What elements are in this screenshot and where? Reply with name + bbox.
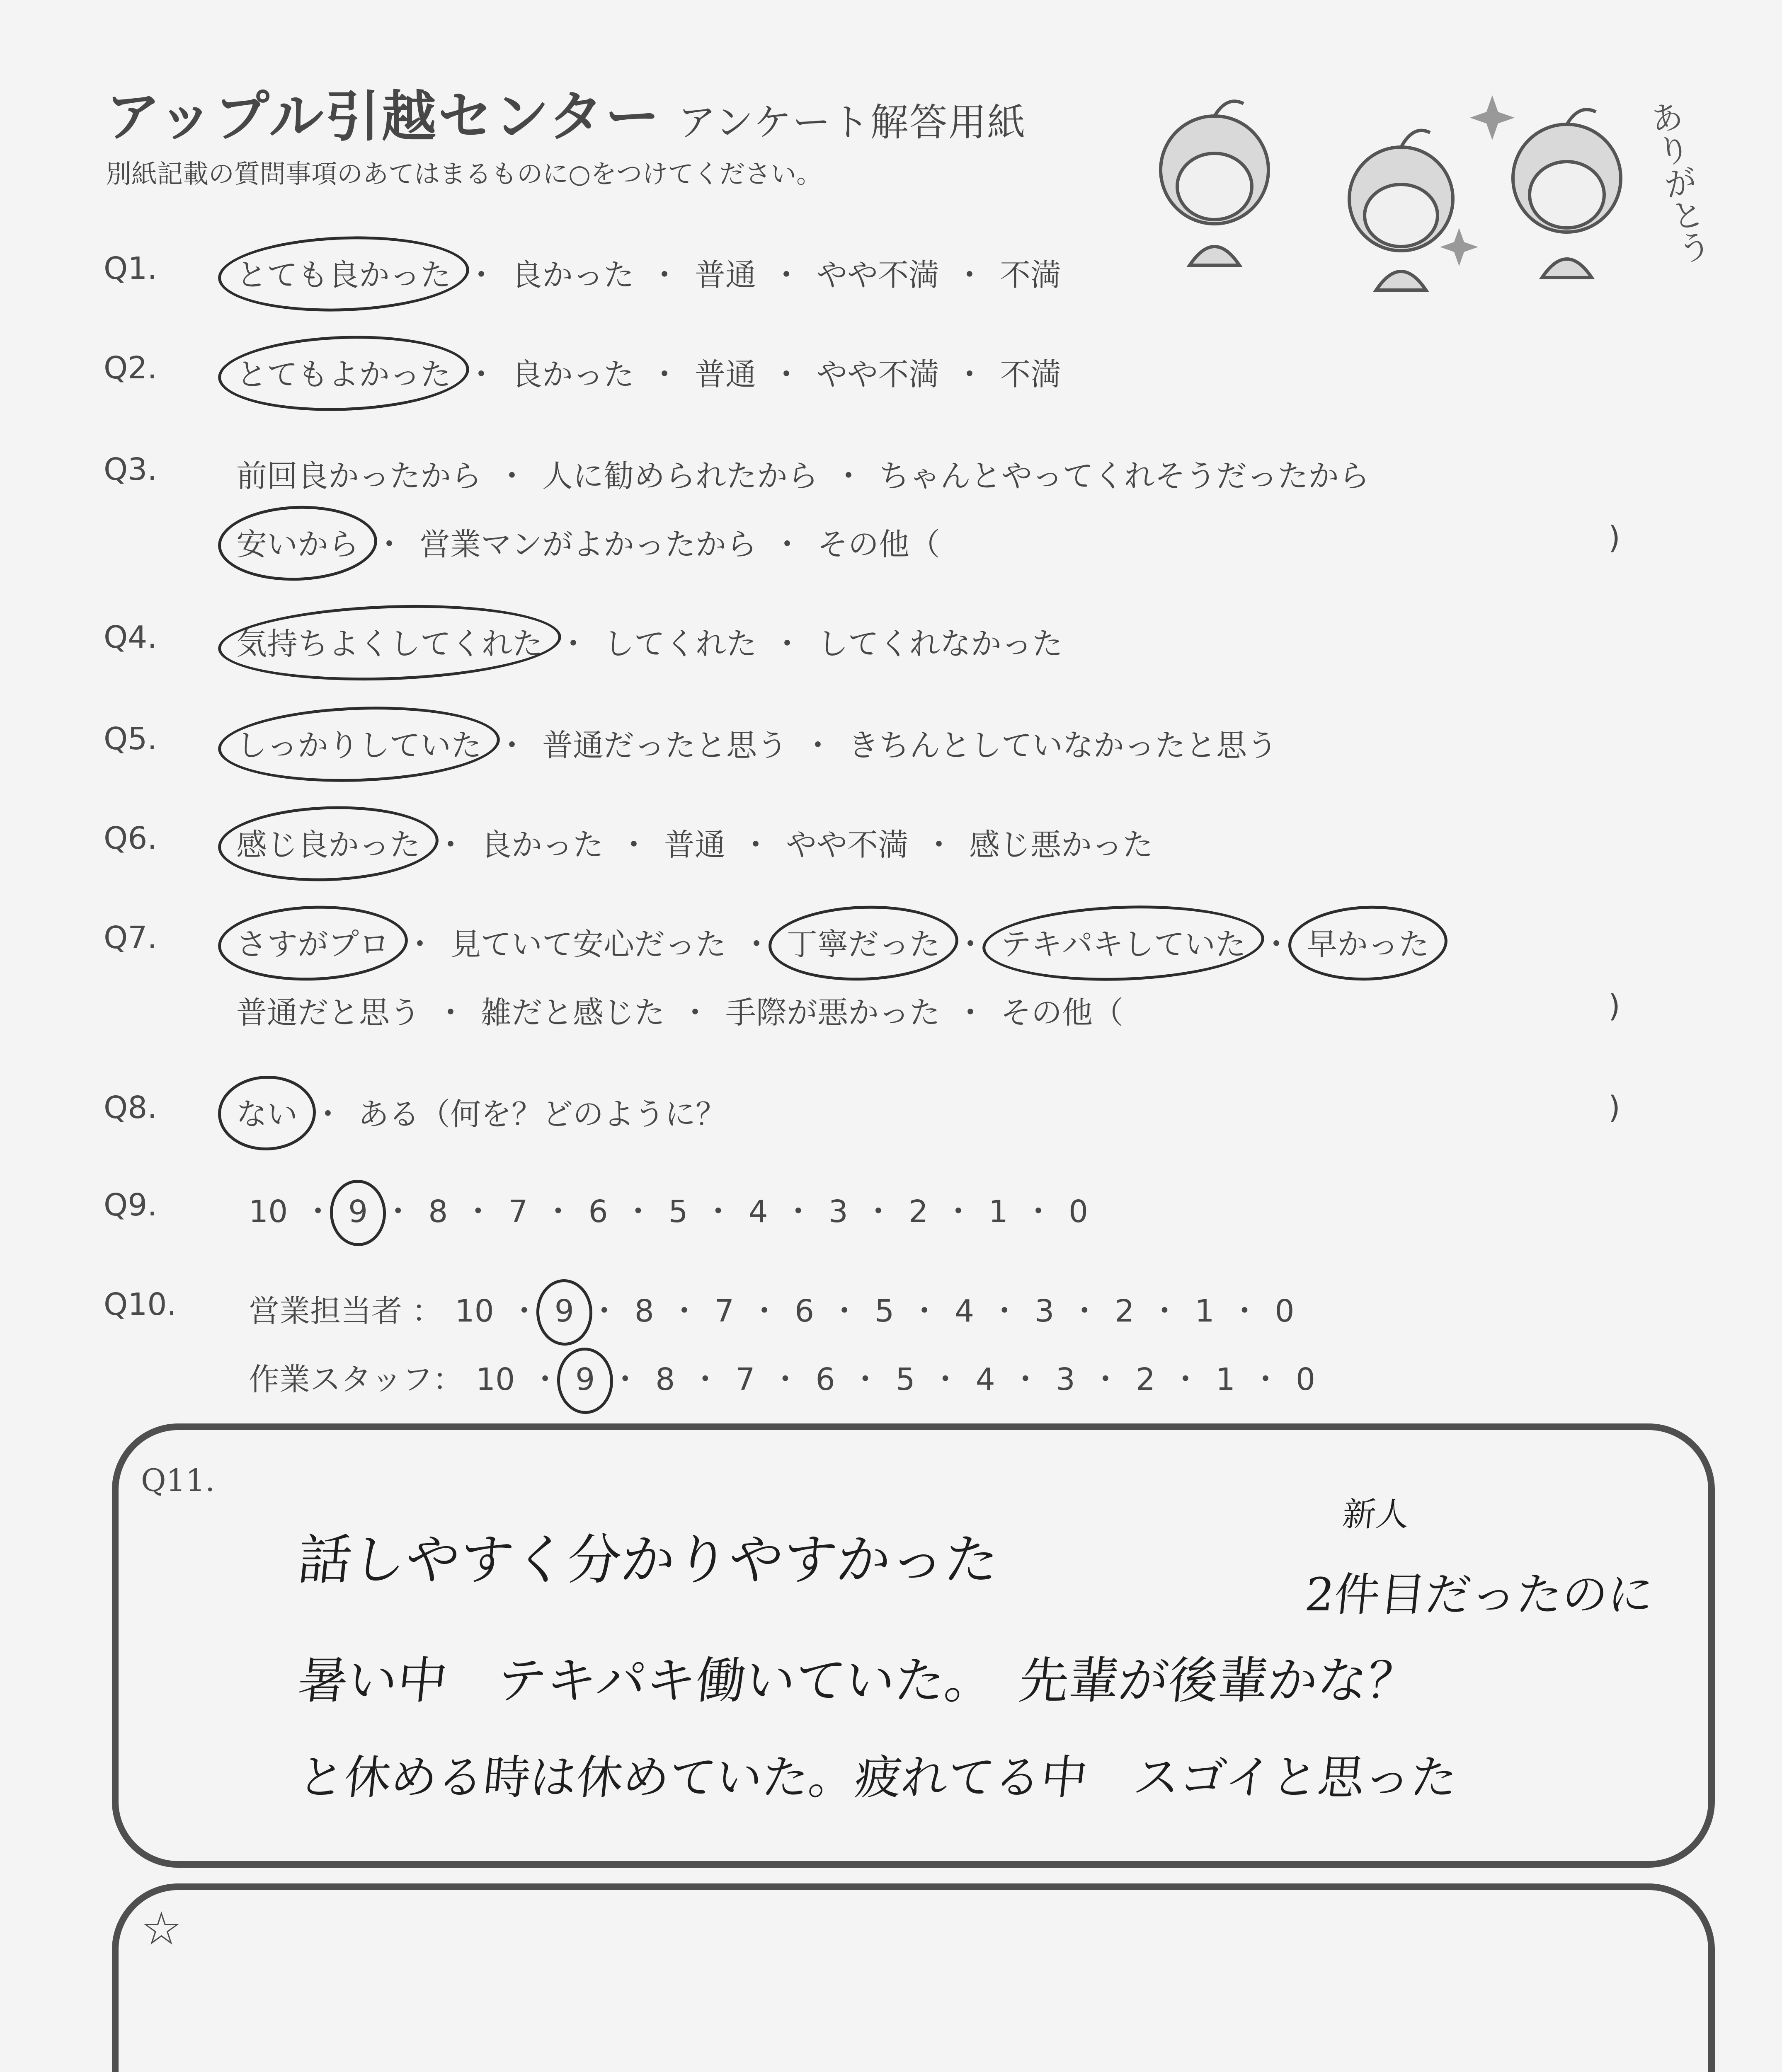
q11-comment-line-2: 2件目だったのに xyxy=(1302,1568,1656,1621)
mascot-monkey-3-icon xyxy=(1513,109,1621,278)
q9-score-1[interactable]: 1 xyxy=(988,1194,1009,1230)
star-label: ☆ xyxy=(141,1902,182,1955)
q1-option-2[interactable]: 良かった xyxy=(512,257,634,293)
q10-sales-score-9[interactable]: 9 xyxy=(554,1293,574,1329)
q10-staff-score-6[interactable]: 6 xyxy=(815,1362,835,1397)
q2-label: Q2. xyxy=(104,350,157,386)
q3-option-5[interactable]: 営業マンがよかったから xyxy=(419,527,757,562)
q10-staff-score-8[interactable]: 8 xyxy=(655,1362,675,1397)
q9-score-10[interactable]: 10 xyxy=(249,1194,288,1230)
q7-option-6[interactable]: 普通だと思う xyxy=(236,995,420,1031)
q4-label: Q4. xyxy=(104,620,157,655)
q10-staff-score-1[interactable]: 1 xyxy=(1215,1362,1236,1397)
q10-staff-score-10[interactable]: 10 xyxy=(476,1362,515,1397)
q9-score-3[interactable]: 3 xyxy=(828,1194,848,1230)
q3-option-4[interactable]: 安いから xyxy=(236,520,359,564)
q6-option-5[interactable]: 感じ悪かった xyxy=(969,827,1153,863)
q9-score-4[interactable]: 4 xyxy=(748,1194,768,1230)
q10-sales-score-8[interactable]: 8 xyxy=(634,1293,654,1329)
q10-sales-label: 営業担当者 ： xyxy=(249,1293,443,1329)
q11-note-newcomer: 新人 xyxy=(1341,1495,1411,1534)
q5-option-1[interactable]: しっかりしていた xyxy=(236,721,482,765)
q9-score-0[interactable]: 0 xyxy=(1069,1194,1089,1230)
q9-label: Q9. xyxy=(104,1187,157,1223)
q10-sales-score-5[interactable]: 5 xyxy=(875,1293,895,1329)
q10-sales-score-0[interactable]: 0 xyxy=(1275,1293,1295,1329)
q4-options: 気持ちよくしてくれた ・ してくれた ・ してくれなかった xyxy=(236,620,1063,663)
q7-options-line2: 普通だと思う ・ 雑だと感じた ・ 手際が悪かった ・ その他（ xyxy=(236,988,1123,1032)
q7-close-paren: ) xyxy=(1608,988,1620,1024)
q11-comment-line-3: 暑い中 テキパキ働いていた。 先輩が後輩かな？ xyxy=(295,1652,1421,1710)
q2-option-1[interactable]: とてもよかった xyxy=(236,350,451,394)
q9-score-8[interactable]: 8 xyxy=(428,1194,448,1230)
mascot-thanks-text: ありがとう xyxy=(1641,97,1714,268)
q7-option-7[interactable]: 雑だと感じた xyxy=(481,995,665,1031)
q3-label: Q3. xyxy=(104,452,157,487)
q2-option-3[interactable]: 普通 xyxy=(695,357,756,392)
q3-options-line1: 前回良かったから ・ 人に勧められたから ・ ちゃんとやってくれそうだったから xyxy=(236,452,1370,496)
q1-label: Q1. xyxy=(104,251,157,286)
q7-option-3[interactable]: 丁寧だった xyxy=(787,920,940,964)
q1-option-3[interactable]: 普通 xyxy=(695,257,756,293)
q6-option-1[interactable]: 感じ良かった xyxy=(236,821,420,864)
q3-option-1[interactable]: 前回良かったから xyxy=(236,458,482,494)
q10-staff-scale: 作業スタッフ： 10 ・ 9 ・ 8 ・ 7 ・ 6 ・ 5 ・ 4 ・ 3 ・ 2 ・ 1 ・ 0 xyxy=(249,1355,1315,1399)
q8-option-2[interactable]: ある（何を？どのように？ xyxy=(358,1097,726,1132)
q10-sales-score-6[interactable]: 6 xyxy=(794,1293,815,1329)
q9-score-6[interactable]: 6 xyxy=(588,1194,608,1230)
q5-option-3[interactable]: きちんとしていなかったと思う xyxy=(848,728,1278,763)
q11-comment-line-1: 話しやすく分かりやすかった xyxy=(294,1528,1002,1591)
q7-options-line1: さすがプロ ・ 見ていて安心だった ・ 丁寧だった ・ テキパキしていた ・ 早かった xyxy=(236,920,1429,964)
form-subtitle: アンケート解答用紙 xyxy=(678,100,1026,145)
q11-comment-line-4: と休める時は休めていた。疲れてる中 スゴイと思った xyxy=(295,1751,1460,1805)
mascot-monkey-2-icon xyxy=(1349,131,1453,290)
q6-label: Q6. xyxy=(104,821,157,856)
q9-scale: 10 ・ 9 ・ 8 ・ 7 ・ 6 ・ 5 ・ 4 ・ 3 ・ 2 ・ 1 ・ 0 xyxy=(249,1194,1089,1230)
q10-sales-score-4[interactable]: 4 xyxy=(955,1293,975,1329)
q7-option-8[interactable]: 手際が悪かった xyxy=(725,995,940,1031)
q10-staff-score-9[interactable]: 9 xyxy=(575,1362,595,1397)
q10-staff-score-3[interactable]: 3 xyxy=(1055,1362,1075,1397)
mascot-illustration xyxy=(1119,70,1708,303)
q4-option-2[interactable]: してくれた xyxy=(604,626,757,662)
form-title xyxy=(106,73,1026,151)
q6-option-2[interactable]: 良かった xyxy=(481,827,604,863)
star-comment-box[interactable] xyxy=(112,1883,1715,2072)
q7-option-other[interactable]: その他（ xyxy=(1001,995,1123,1031)
q6-option-4[interactable]: やや不満 xyxy=(786,827,909,863)
instruction-text: 別紙記載の質問事項のあてはまるものに○をつけてください。 xyxy=(106,159,822,189)
q1-option-4[interactable]: やや不満 xyxy=(817,257,939,293)
q8-options: ない ・ ある（何を？どのように？ xyxy=(236,1090,726,1134)
q7-option-2[interactable]: 見ていて安心だった xyxy=(450,927,726,962)
q9-score-2[interactable]: 2 xyxy=(908,1194,928,1230)
q2-option-5[interactable]: 不満 xyxy=(1000,357,1061,392)
company-name: アップル引越センター xyxy=(106,85,662,149)
q7-label: Q7. xyxy=(104,920,157,956)
q2-option-4[interactable]: やや不満 xyxy=(817,357,939,392)
q3-option-3[interactable]: ちゃんとやってくれそうだったから xyxy=(879,458,1370,494)
q7-option-1[interactable]: さすがプロ xyxy=(236,920,390,964)
q8-label: Q8. xyxy=(104,1090,157,1126)
q9-score-7[interactable]: 7 xyxy=(508,1194,528,1230)
q10-staff-score-0[interactable]: 0 xyxy=(1296,1362,1316,1397)
q10-staff-score-4[interactable]: 4 xyxy=(975,1362,995,1397)
q4-option-1[interactable]: 気持ちよくしてくれた xyxy=(236,620,543,663)
q7-option-5[interactable]: 早かった xyxy=(1307,920,1429,964)
q10-sales-score-2[interactable]: 2 xyxy=(1115,1293,1135,1329)
q10-staff-label: 作業スタッフ： xyxy=(249,1362,463,1397)
q7-option-4[interactable]: テキパキしていた xyxy=(1001,920,1246,964)
q6-options: 感じ良かった ・ 良かった ・ 普通 ・ やや不満 ・ 感じ悪かった xyxy=(236,821,1153,864)
q10-sales-scale: 営業担当者 ： 10 ・ 9 ・ 8 ・ 7 ・ 6 ・ 5 ・ 4 ・ 3 ・ 2 ・ 1 ・ 0 xyxy=(249,1287,1295,1331)
q10-label: Q10. xyxy=(104,1287,177,1322)
q1-options: とても良かった ・ 良かった ・ 普通 ・ やや不満 ・ 不満 xyxy=(236,251,1061,295)
q11-label: Q11. xyxy=(141,1463,215,1498)
q8-close-paren: ) xyxy=(1608,1090,1620,1126)
q3-option-2[interactable]: 人に勧められたから xyxy=(542,458,818,494)
q2-option-2[interactable]: 良かった xyxy=(512,357,634,392)
q9-score-5[interactable]: 5 xyxy=(668,1194,688,1230)
q10-sales-score-3[interactable]: 3 xyxy=(1035,1293,1055,1329)
q5-options: しっかりしていた ・ 普通だったと思う ・ きちんとしていなかったと思う xyxy=(236,721,1278,765)
q10-staff-score-7[interactable]: 7 xyxy=(735,1362,755,1397)
q9-score-9[interactable]: 9 xyxy=(348,1194,368,1230)
q1-option-1[interactable]: とても良かった xyxy=(236,251,451,295)
q4-option-3[interactable]: してくれなかった xyxy=(817,626,1063,662)
q2-options: とてもよかった ・ 良かった ・ 普通 ・ やや不満 ・ 不満 xyxy=(236,350,1061,394)
q10-sales-score-1[interactable]: 1 xyxy=(1195,1293,1215,1329)
q10-sales-score-10[interactable]: 10 xyxy=(455,1293,494,1329)
q10-staff-score-5[interactable]: 5 xyxy=(895,1362,915,1397)
q1-option-5[interactable]: 不満 xyxy=(1000,257,1061,293)
mascot-monkey-1-icon xyxy=(1161,101,1268,265)
q5-label: Q5. xyxy=(104,721,157,757)
q10-staff-score-2[interactable]: 2 xyxy=(1135,1362,1155,1397)
q3-option-other[interactable]: その他（ xyxy=(817,527,940,562)
q3-options-line2: 安いから ・ 営業マンがよかったから ・ その他（ xyxy=(236,520,940,564)
q5-option-2[interactable]: 普通だったと思う xyxy=(542,728,788,763)
q3-close-paren: ) xyxy=(1608,520,1620,556)
q6-option-3[interactable]: 普通 xyxy=(664,827,725,863)
q10-sales-score-7[interactable]: 7 xyxy=(714,1293,734,1329)
q8-option-1[interactable]: ない xyxy=(236,1090,298,1134)
